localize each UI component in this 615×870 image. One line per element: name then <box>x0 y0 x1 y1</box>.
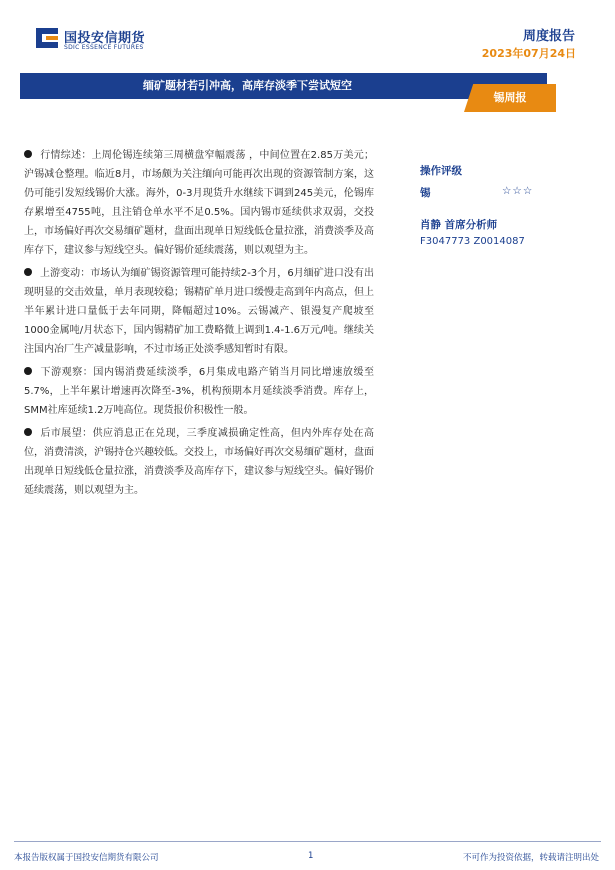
analyst-name: 肖静 首席分析师 <box>420 219 498 231</box>
rating-row <box>420 185 590 205</box>
paragraph-lead: 上游变动： <box>40 268 91 279</box>
category-tag-label: 锡周报 <box>493 91 527 104</box>
rating-title: 操作评级 <box>420 165 462 177</box>
paragraph-market-review <box>24 146 374 260</box>
paragraph-upstream <box>24 264 374 359</box>
bullet-icon <box>24 150 32 158</box>
bullet-icon <box>24 428 32 436</box>
report-title: 缅矿题材若引冲高，高库存淡季下尝试短空 <box>143 79 352 92</box>
paragraph-text: 供应消息正在兑现，三季度减损确定性高，但内外库存处在高位，消费清淡，沪锡持仓兴趣较低。交投上，市场偏好再次交易缅矿题材，盘面出现单日短线低仓量拉涨，消费淡季及高库存下，建议参与短线空头。偏好锡价延续震荡，则以观望为主。 <box>24 428 374 496</box>
report-date: 2023年07月24日 <box>481 47 576 60</box>
footer-disclaimer: 不可作为投资依据，转载请注明出处 <box>462 853 599 863</box>
report-type: 周度报告 <box>522 29 575 44</box>
footer-divider <box>14 841 601 842</box>
page-number: 1 <box>308 851 314 861</box>
paragraph-text: 市场认为缅矿锡资源管理可能持续2-3个月，6月缅矿进口没有出现明显的交击效量，单月表现较稳；锡精矿单月进口缓慢走高到年内高点，但上半年累计进口量低于去年同期，降幅超过10%。云锡减产、银漫复产爬坡至1000金属吨/月状态下，国内锡精矿加工费略微上调到1.4-1.6万元/吨。继续关注国内冶厂生产减量影响，不过市场正处淡季感知暂时有限。 <box>24 268 375 355</box>
company-logo-icon <box>34 26 60 50</box>
analyst-license: F3047773 Z0014087 <box>420 236 525 247</box>
paragraph-outlook <box>24 424 374 500</box>
main-content <box>24 146 374 504</box>
paragraph-lead: 行情综述： <box>40 150 92 161</box>
rating-item: 锡 <box>420 187 431 199</box>
paragraph-lead: 下游观察： <box>40 367 94 378</box>
paragraph-text: 上周伦锡连续第三周横盘窄幅震荡 ，中间位置在2.85万美元；沪锡减仓整理。临近8月，市场颇为关注缅向可能再次出现的资源管制方案，这仍可能引发短线锡价大涨。海外，0-3月现货升水继续下调到245美元，伦锡库存累增至4755吨，且注销仓单水平不足0.5%。国内锡市延续供求双弱，交投上，市场偏好再次交易缅矿题材，盘面出现单日短线低仓量拉涨，消费淡季及高库存下，建议参与短线空头。偏好锡价延续震荡，则以观望为主。 <box>24 150 374 256</box>
paragraph-downstream <box>24 363 374 420</box>
company-name-en: SDIC ESSENCE FUTURES <box>64 44 144 51</box>
paragraph-text: 国内锡消费延续淡季，6月集成电路产销当月同比增速放缓至5.7%，上半年累计增速再次降至-3%，机构预期本月延续淡季消费。库存上，SMM社库延续1.2万吨高位。现货报价积极性一般。 <box>24 367 374 416</box>
company-name: 国投安信期货 <box>64 31 146 46</box>
bullet-icon <box>24 268 32 276</box>
rating-stars-icon: ☆☆☆ <box>502 185 534 197</box>
paragraph-lead: 后市展望： <box>40 428 93 439</box>
footer-copyright: 本报告版权属于国投安信期货有限公司 <box>14 853 159 863</box>
bullet-icon <box>24 367 32 375</box>
sidebar <box>420 163 590 247</box>
